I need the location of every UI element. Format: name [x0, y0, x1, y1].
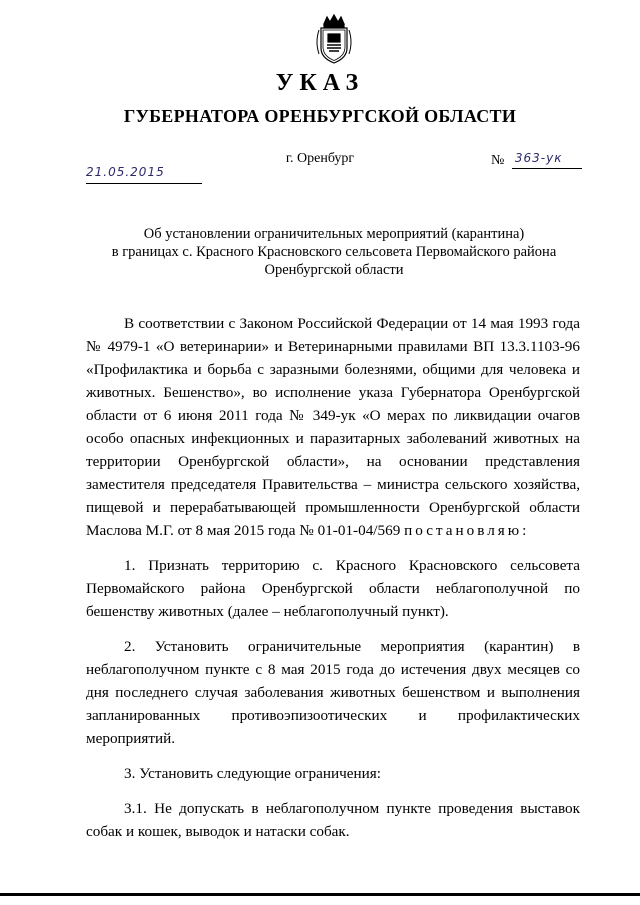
- list-item: 2. Установить ограничительные мероприятия (карантин) в неблагополучном пункте с 8 мая 2015 года до истечения двух месяцев со дня последнего случая заболевания животных бешенством и выполнения запланированных противоэпизоотических и профилактических мероприятий.: [86, 638, 580, 747]
- handwritten-number: 363-ук: [514, 151, 563, 165]
- coat-of-arms-icon: [313, 12, 355, 66]
- number-sign: №: [491, 153, 505, 168]
- list-item: 3. Установить следующие ограничения:: [124, 765, 381, 782]
- page-bottom-rule: [0, 893, 640, 896]
- decree-word: постановляю:: [404, 522, 530, 539]
- decree-body: [86, 312, 580, 843]
- date-field: [86, 165, 202, 184]
- document-title: УКАЗ: [275, 70, 365, 96]
- heading-line: Оренбургской области: [264, 262, 404, 278]
- preamble-text: В соответствии с Законом Российской Федерации от 14 мая 1993 года № 4979-1 «О ветеринарии» и Ветеринарными правилами ВП 13.3.1103-96 «Профилактика и борьба с заразными болезнями, общими для человека и животных. Бешенство», во исполнение указа Губернатора Оренбургской области от 6 июня 2011 года № 349-ук «О мерах по ликвидации очагов особо опасных инфекционных и паразитарных заболеваний животных на территории Оренбургской области», на основании представления заместителя председателя Правительства – министра сельского хозяйства, пищевой и перерабатывающей промышленности Оренбургской области Маслова М.Г. от 8 мая 2015 года № 01-01-04/569: [86, 315, 580, 539]
- handwritten-date: 21.05.2015: [86, 165, 165, 179]
- heading-line: Об установлении ограничительных мероприятий (карантина): [143, 226, 525, 242]
- document-subtitle: ГУБЕРНАТОРА ОРЕНБУРГСКОЙ ОБЛАСТИ: [123, 106, 517, 126]
- city-label: г. Оренбург: [285, 151, 355, 166]
- decree-heading: [100, 225, 568, 279]
- number-field: [491, 151, 582, 169]
- number-line: [512, 151, 582, 169]
- list-item: 3.1. Не допускать в неблагополучном пункте проведения выставок собак и кошек, выводок и натаски собак.: [86, 800, 580, 840]
- preamble-paragraph: [86, 312, 580, 542]
- list-item: 1. Признать территорию с. Красного Красновского сельсовета Первомайского района Оренбургской области неблагополучной по бешенству животных (далее – неблагополучный пункт).: [86, 557, 580, 620]
- heading-line: в границах с. Красного Красновского сельсовета Первомайского района: [111, 244, 557, 260]
